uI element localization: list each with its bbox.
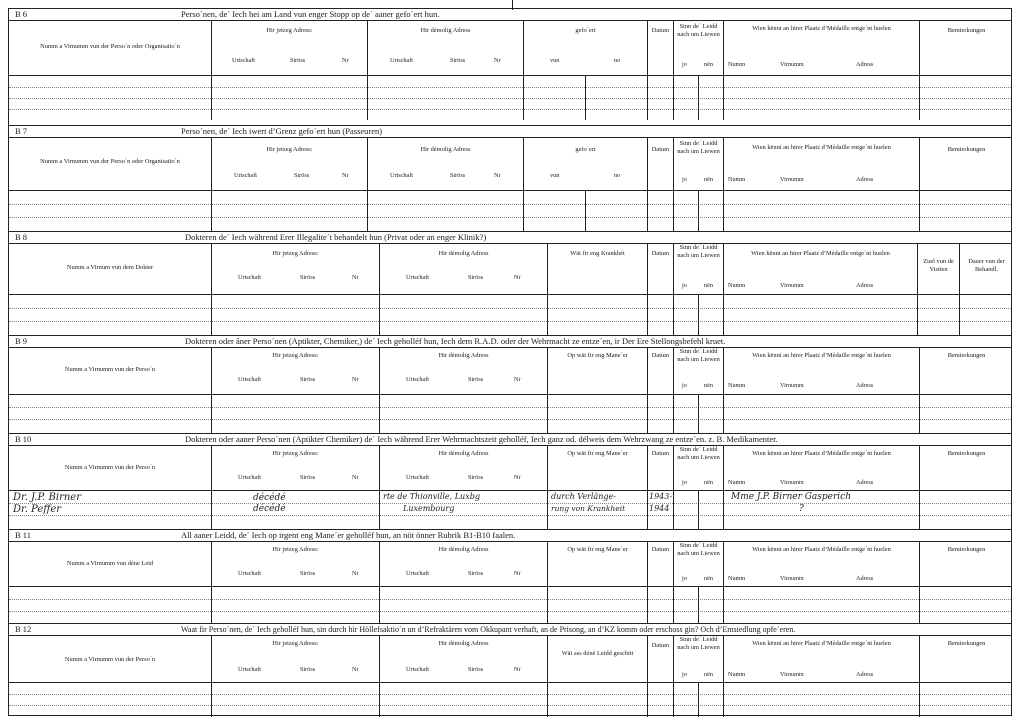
handwritten-then-1: rte de Thionville, Luxbg [383, 492, 480, 501]
col-name: Numm a Virnumm vun der Perso´n [64, 366, 156, 373]
col-name: Numm a Virnumm vun der Perso´n [64, 656, 156, 663]
col-medal: Wien kënnt an hirer Plaatz d’Médaille entge´nt huelen Numm Virnumm Adress [723, 542, 919, 586]
col-address-now: Hir jetzeg Adress: Urtschaft Ströss Nr [211, 542, 379, 586]
section-code: B 10 [15, 434, 32, 444]
col-alive: Sinn de´ Leidd nach um Liewen jo nën [673, 244, 723, 294]
section-code: B 8 [15, 232, 28, 242]
section-header [9, 530, 1011, 542]
col-alive: Sinn de´ Leidd nach um Liewen jo nën [673, 542, 723, 586]
handwritten-now-2: décédé [253, 504, 286, 514]
column-header-row [9, 542, 1011, 587]
col-name: Numm a Virnumm vun déne Leid [66, 560, 154, 567]
col-address-now: Hir jetzeg Adress: Urtschaft Ströss Nr [211, 636, 379, 682]
col-method: Op wät fir eng Mane´er [547, 542, 647, 586]
col-alive: Sinn de´ Leidd nach um Liewen jo nën [673, 21, 723, 75]
section-code: B 7 [15, 126, 28, 136]
column-header-row [9, 138, 1011, 191]
section-b11 [9, 529, 1011, 623]
col-address-then: Hir démolig Adress Urtschaft Ströss Nr [379, 244, 547, 294]
col-address-then: Hir démolig Adress Urtschaft Ströss Nr [379, 636, 547, 682]
col-address-now: Hir jetzeg Adress: Urtschaft Ströss Nr [211, 446, 379, 490]
col-date: Datum [647, 446, 673, 490]
section-title: All aaner Leidd, de´ Iech op irgent eng Mane´er geholléf hun, an nöt önner Rubrik B1-B10 faalen. [181, 530, 516, 540]
col-alive: Sinn de´ Leidd nach um Liewen jo nën [673, 348, 723, 394]
entry-rows [9, 395, 1011, 433]
entry-rows [9, 191, 1011, 231]
col-remarks: Bemierkungen [919, 446, 1013, 490]
col-name: Numm a Virnumm vun der Perso´n oder Organisatio´n [40, 158, 180, 165]
col-date: Datum [647, 244, 673, 294]
col-address-now: Hir jetzeg Adress: Urtschaft Ströss Nr [211, 244, 379, 294]
col-name: Numm a Virnumm vun der Perso´n oder Organisatio´n [40, 43, 180, 50]
handwritten-name-2: Dr. Peffer [13, 504, 62, 515]
entry-rows [9, 683, 1011, 717]
col-date: Datum [647, 542, 673, 586]
col-address-then: Hir démolig Adress Urtschaft Ströss Nr [379, 542, 547, 586]
col-duration: Dauer vun der Behandl. [959, 244, 1013, 294]
col-address-then: Hir démolig Adress Urtschaft Ströss Nr [367, 21, 523, 75]
col-conducted: gefo´ert vun no [523, 21, 647, 75]
col-address-now: Hir jetzeg Adress: Urtschaft Ströss Nr [211, 348, 379, 394]
col-alive: Sinn de´ Leidd nach um Liewen jo nën [673, 636, 723, 682]
handwritten-how-2: rung von Krankheit [551, 504, 626, 513]
col-address-now: Hir jetzeg Adress: Urtschaft Ströss Nr [211, 21, 367, 75]
col-remarks: Bemierkungen [919, 138, 1013, 190]
section-b7 [9, 125, 1011, 231]
handwritten-date-1: 1943- [649, 492, 673, 501]
col-medal: Wien kënnt an hirer Plaatz d’Médaille entge´nt huelen Numm Virnumm Adress [723, 21, 919, 75]
section-b6 [9, 9, 1011, 121]
col-address-then: Hir démolig Adress Urtschaft Ströss Nr [379, 348, 547, 394]
section-code: B 11 [15, 530, 31, 540]
section-code: B 6 [15, 9, 28, 19]
handwritten-name-1: Dr. J.P. Birner [13, 492, 81, 503]
section-b9 [9, 335, 1011, 433]
col-remarks: Bemierkungen [919, 636, 1013, 682]
col-date: Datum [647, 348, 673, 394]
section-header [9, 9, 1011, 21]
section-title: Perso´nen, de´ Iech hei am Land vun enger Stopp op de´ aaner gefo´ert hun. [181, 9, 440, 19]
column-header-row [9, 21, 1011, 76]
col-medal: Wien kënnt an hirer Plaatz d’Médaille entge´nt huelen Numm Virnumm Adress [723, 446, 919, 490]
handwritten-medal: Mme J.P. Birner Gasperich [731, 492, 852, 502]
section-title: Dokteren oder âner Perso´nen (Aptikter, Chemiker,) de´ Iech geholléf hun, Iech dem R.A.D. oder der Wehrmacht ze entze´en, ir Der Ere Stellongsbefehl kruet. [185, 336, 726, 346]
handwritten-how-1: durch Verlänge- [551, 492, 616, 501]
col-address-then: Hir démolig Adress Urtschaft Ströss Nr [379, 446, 547, 490]
col-medal: Wien kënnt an hirer Plaatz d’Médaille entge´nt huelen Numm Virnumm Adress [723, 138, 919, 190]
col-date: Datum [647, 21, 673, 75]
col-name: Numm a Virnum vun dem Dokter [66, 264, 154, 271]
column-header-row [9, 244, 1011, 295]
form-page [8, 8, 1012, 716]
entry-rows [9, 587, 1011, 623]
handwritten-medal-2: ? [799, 504, 804, 514]
col-visits: Zuel vun de Visiten [917, 244, 959, 294]
col-conducted: gefo´ert vun no [523, 138, 647, 190]
column-header-row [9, 446, 1011, 491]
col-alive: Sinn de´ Leidd nach um Liewen jo nën [673, 446, 723, 490]
section-b12 [9, 623, 1011, 717]
column-header-row [9, 348, 1011, 395]
column-header-row [9, 636, 1011, 683]
handwritten-now-1: décédé [253, 493, 286, 503]
col-remarks: Bemierkungen [919, 21, 1013, 75]
handwritten-then-2: Luxembourg [403, 504, 455, 513]
col-medal: Wien kënnt an hirer Plaatz d’Médaille entge´nt huelen Numm Virnumm Adress [723, 348, 919, 394]
section-code: B 9 [15, 336, 28, 346]
section-title: Perso´nen, de´ Iech iwert d’Grenz gefo´ert hun (Passeuren) [181, 126, 383, 136]
section-header [9, 126, 1011, 138]
section-title: Waat fir Perso´nen, de´ Iech geholléf hun, sin durch hir Höllefsaktio´n un d’Refraktären vom Okkupant verhaft, an de Prisong, an d’KZ komm oder erschoss gin? Och d’Emsiedlung opfe´eren. [181, 625, 796, 634]
section-title: Dokteren oder aaner Perso´nen (Aptikter Chemiker) de´ Iech während Erer Wehrmachtszeit geholléf, Iech ganz od. délweis dem Wehrzwang ze entze´en. z. B. Medikamenter. [185, 434, 778, 444]
entry-rows [9, 295, 1011, 335]
col-medal: Wien kënnt an hirer Plaatz d’Médaille entge´nt huelen Numm Virnumm Adress [723, 636, 919, 682]
col-address-now: Hir jetzeg Adress: Urtschaft Ströss Nr [211, 138, 367, 190]
col-what-happened: Wät ass déné Leidd geschitt [547, 636, 647, 682]
col-method: Op wät fir eng Mane´er [547, 348, 647, 394]
col-date: Datum [647, 138, 673, 190]
section-header [9, 232, 1011, 244]
section-title: Dokteren de´ Iech während Erer Illegalite´t behandelt hun (Privat oder an enger Klinik?) [185, 232, 487, 242]
col-method: Op wät fir eng Mane´er [547, 446, 647, 490]
entry-rows [9, 491, 1011, 529]
col-illness: Wät fir eng Krankhét [547, 244, 647, 294]
section-header [9, 434, 1011, 446]
col-date: Datum [647, 636, 673, 682]
section-code: B 12 [15, 624, 32, 634]
col-remarks: Bemierkungen [919, 348, 1013, 394]
section-b8 [9, 231, 1011, 335]
col-alive: Sinn de´ Leidd nach um Liewen jo nën [673, 138, 723, 190]
col-medal: Wien kënnt an hirer Plaatz d’Médaille entge´nt huelen Numm Virnumm Adress [723, 244, 917, 294]
col-address-then: Hir démolig Adress Urtschaft Ströss Nr [367, 138, 523, 190]
col-remarks: Bemierkungen [919, 542, 1013, 586]
section-b10 [9, 433, 1011, 529]
handwritten-date-2: 1944 [649, 504, 670, 513]
entry-rows [9, 76, 1011, 120]
section-header [9, 336, 1011, 348]
section-header [9, 624, 1011, 636]
col-name: Numm a Virnumm vun der Perso´n [64, 464, 156, 471]
